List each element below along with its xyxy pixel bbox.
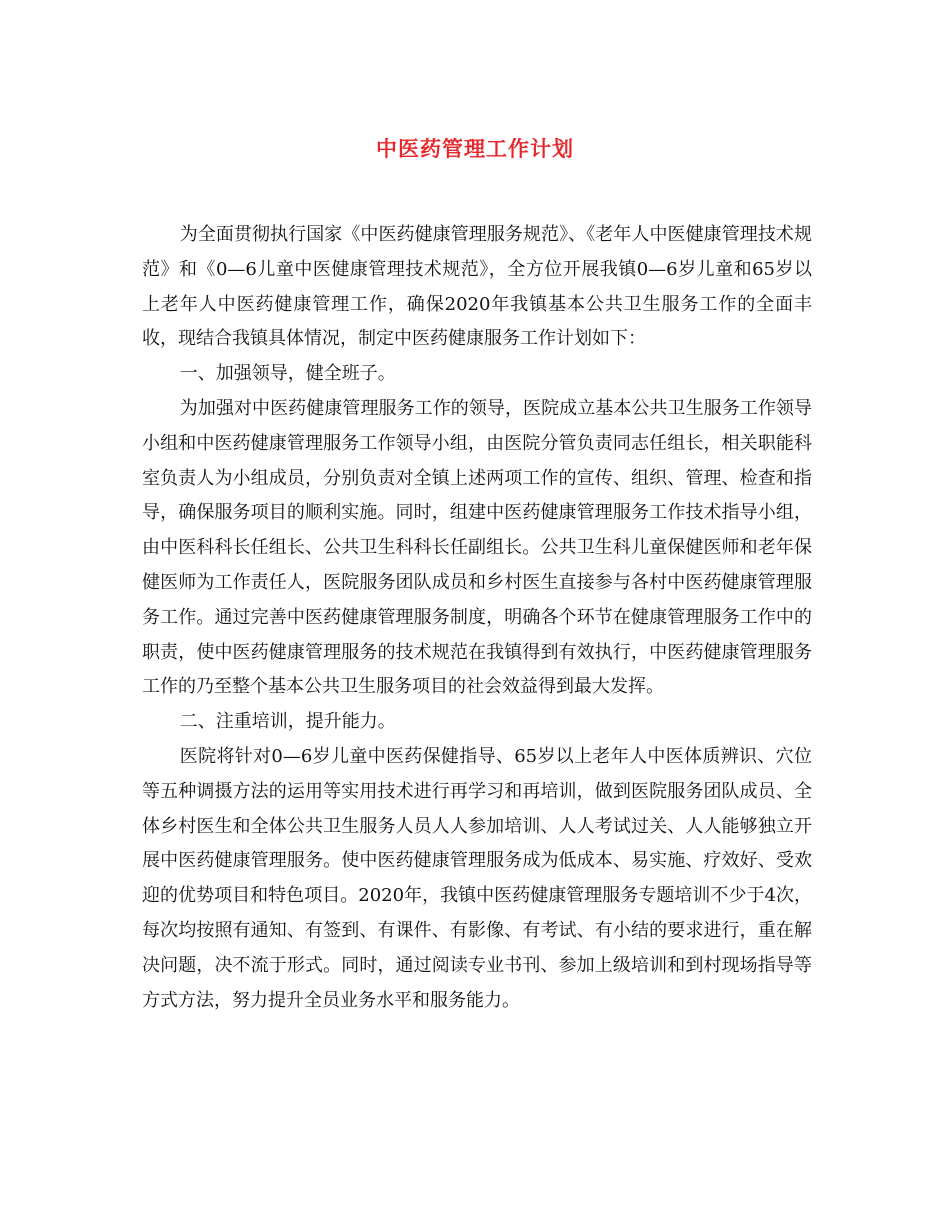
section-heading-2: 二、注重培训，提升能力。 bbox=[179, 711, 396, 733]
section-2-paragraph: 医院将针对0—6岁儿童中医药保健指导、65岁以上老年人中医体质辨识、穴位等五种调摄方法的运用等实用技术进行再学习和再培训，做到医院服务团队成员、全体乡村医生和全体公共卫生服务人员人人参加培训、人人考试过关、人人能够独立开展中医药健康管理服务。使中医药健康管理服务成为低成本、易实施、疗效好、受欢迎的优势项目和特色项目。2020年，我镇中医药健康管理服务专题培训不少于4次，每次均按照有通知、有签到、有课件、有影像、有考试、有小结的要求进行，重在解决问题，决不流于形式。同时，通过阅读专业书刊、参加上级培训和到村现场指导等方式方法，努力提升全员业务水平和服务能力。 bbox=[142, 745, 812, 1011]
section-1-paragraph: 为加强对中医药健康管理服务工作的领导，医院成立基本公共卫生服务工作领导小组和中医药健康管理服务工作领导小组，由医院分管负责同志任组长，相关职能科室负责人为小组成员，分别负责对全镇上述两项工作的宣传、组织、管理、检查和指导，确保服务项目的顺利实施。同时，组建中医药健康管理服务工作技术指导小组，由中医科科长任组长、公共卫生科科长任副组长。公共卫生科儿童保健医师和老年保健医师为工作责任人，医院服务团队成员和乡村医生直接参与各村中医药健康管理服务工作。通过完善中医药健康管理服务制度，明确各个环节在健康管理服务工作中的职责，使中医药健康管理服务的技术规范在我镇得到有效执行，中医药健康管理服务工作的乃至整个基本公共卫生服务项目的社会效益得到最大发挥。 bbox=[142, 397, 812, 698]
section-heading-1: 一、加强领导，健全班子。 bbox=[179, 363, 396, 385]
document-title: 中医药管理工作计划 bbox=[376, 136, 574, 161]
intro-paragraph: 为全面贯彻执行国家《中医药健康管理服务规范》、《老年人中医健康管理技术规范》和《0—6儿童中医健康管理技术规范》，全方位开展我镇0—6岁儿童和65岁以上老年人中医药健康管理工作，确保2020年我镇基本公共卫生服务工作的全面丰收，现结合我镇具体情况，制定中医药健康服务工作计划如下： bbox=[142, 224, 812, 350]
document-body bbox=[142, 218, 812, 1018]
